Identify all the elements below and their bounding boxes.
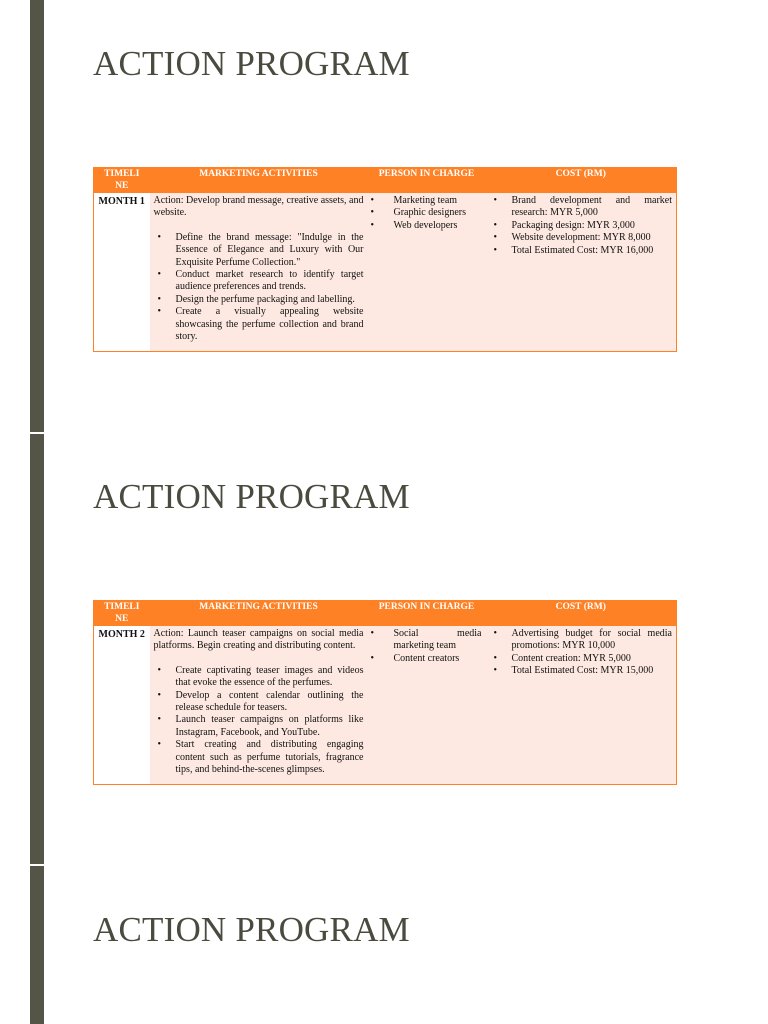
list-item: • Define the brand message: "Indulge in the Essence of Elegance and Luxury with Our Exquisite Perfume Collection." (154, 232, 364, 269)
persons-list (372, 628, 482, 665)
action-program-table (93, 600, 677, 785)
list-item: • Packaging design: MYR 3,000 (490, 220, 673, 232)
header-marketing-activities: MARKETING ACTIVITIES (150, 168, 368, 194)
slide-1 (0, 0, 768, 432)
header-timeline: TIMELI NE (94, 601, 150, 627)
header-marketing-activities: MARKETING ACTIVITIES (150, 601, 368, 627)
list-item: • Create a visually appealing website showcasing the perfume collection and brand story. (154, 306, 364, 343)
list-item: • Start creating and distributing engaging content such as perfume tutorials, fragrance tips, and behind-the-scenes glimpses. (154, 739, 364, 776)
header-person-in-charge: PERSON IN CHARGE (368, 168, 486, 194)
table-row (94, 626, 677, 785)
list-item: • Social media marketing team (372, 628, 482, 653)
list-item: • Marketing team (372, 195, 482, 207)
list-item: • Graphic designers (372, 207, 482, 219)
header-cost: COST (RM) (486, 601, 677, 627)
slide-title: ACTION PROGRAM (93, 910, 410, 949)
activities-list (154, 665, 364, 777)
persons-list (372, 195, 482, 232)
slide-2 (0, 433, 768, 865)
list-item: • Content creation: MYR 5,000 (490, 653, 673, 665)
list-item: • Conduct market research to identify target audience preferences and trends. (154, 269, 364, 294)
action-program-table (93, 167, 677, 352)
slide-title: ACTION PROGRAM (93, 477, 410, 516)
list-item: • Total Estimated Cost: MYR 15,000 (490, 665, 673, 677)
cost-cell (486, 193, 677, 352)
list-item: • Advertising budget for social media promotions: MYR 10,000 (490, 628, 673, 653)
list-item: • Create captivating teaser images and videos that evoke the essence of the perfumes. (154, 665, 364, 690)
list-item: • Web developers (372, 220, 482, 232)
list-item: • Design the perfume packaging and labelling. (154, 294, 364, 306)
slide-3 (0, 866, 768, 1024)
list-item: • Website development: MYR 8,000 (490, 232, 673, 244)
timeline-cell: MONTH 1 (94, 193, 150, 352)
header-cost: COST (RM) (486, 168, 677, 194)
slide-title: ACTION PROGRAM (93, 44, 410, 83)
action-text: Action: Launch teaser campaigns on social media platforms. Begin creating and distributing content. (153, 628, 364, 652)
activities-cell (150, 193, 368, 352)
list-item: • Content creators (372, 653, 482, 665)
activities-cell (150, 626, 368, 785)
timeline-cell: MONTH 2 (94, 626, 150, 785)
person-cell (368, 193, 486, 352)
activities-list (154, 232, 364, 344)
list-item: • Total Estimated Cost: MYR 16,000 (490, 245, 673, 257)
person-cell (368, 626, 486, 785)
action-text: Action: Develop brand message, creative assets, and website. (153, 195, 364, 219)
cost-cell (486, 626, 677, 785)
header-person-in-charge: PERSON IN CHARGE (368, 601, 486, 627)
header-timeline: TIMELI NE (94, 168, 150, 194)
list-item: • Develop a content calendar outlining the release schedule for teasers. (154, 690, 364, 715)
list-item: • Brand development and market research: MYR 5,000 (490, 195, 673, 220)
list-item: • Launch teaser campaigns on platforms like Instagram, Facebook, and YouTube. (154, 714, 364, 739)
costs-list (490, 195, 673, 257)
costs-list (490, 628, 673, 678)
table-row (94, 193, 677, 352)
